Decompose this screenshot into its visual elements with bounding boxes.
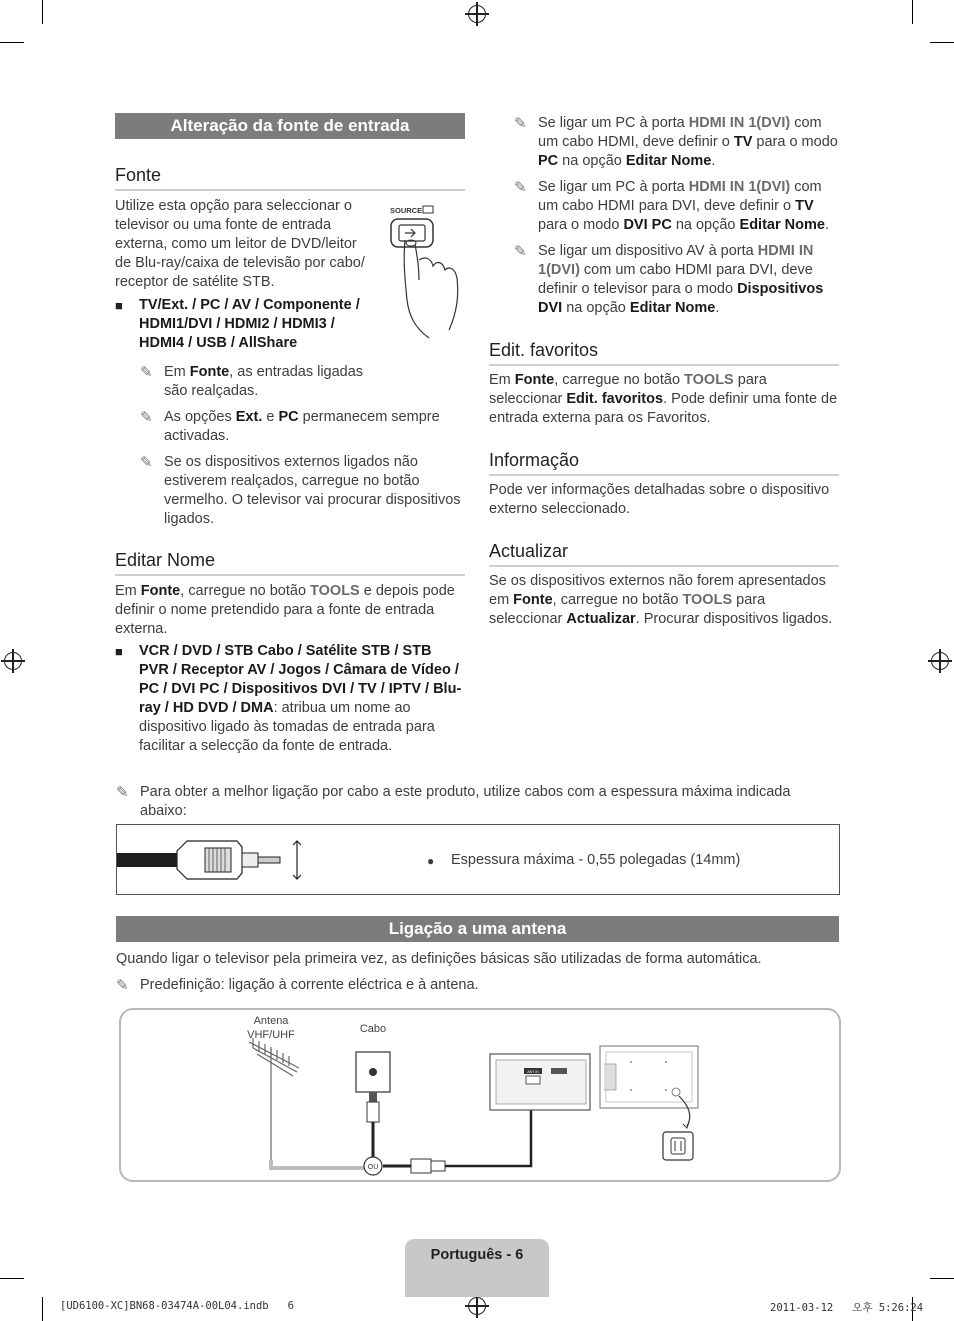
note-pencil-icon: ✎ [116, 977, 129, 994]
crop-mark [42, 1297, 43, 1321]
label-or: OU [367, 1164, 379, 1171]
section-bar-antenna: Ligação a uma antena [116, 916, 839, 942]
source-button-hand-illustration [385, 200, 465, 342]
cable-plug-illustration [117, 835, 307, 885]
informacao-text: Pode ver informações detalhadas sobre o dispositivo externo seleccionado. [489, 482, 830, 517]
note-pencil-icon: ✎ [514, 243, 527, 260]
cable-max-thickness: Espessura máxima - 0,55 polegadas (14mm) [451, 852, 741, 868]
label-cable: Cabo [359, 1023, 387, 1035]
hdmi-note-3: ✎ Se ligar um dispositivo AV à porta HDMI IN 1(DVI) com um cabo HDMI para DVI, deve definir o televisor para o modo Dispositivos DVI na opção Editar Nome. [514, 243, 824, 316]
heading-editar-nome: Editar Nome [115, 549, 465, 576]
fonte-source-list [115, 296, 370, 353]
heading-edit-favoritos: Edit. favoritos [489, 339, 839, 366]
power-socket-icon [663, 1132, 693, 1160]
fonte-note-3: ✎ Se os dispositivos externos ligados não estiverem realçados, carregue no botão vermelho. O televisor vai procurar dispositivos ligados. [140, 454, 461, 527]
actualizar-text: Se os dispositivos externos não forem apresentados em Fonte, carregue no botão TOOLS para seleccionar Actualizar. Procurar dispositivos ligados. [489, 573, 833, 627]
crop-mark [930, 42, 954, 43]
note-pencil-icon: ✎ [514, 115, 527, 132]
source-list-text: TV/Ext. / PC / AV / Componente / HDMI1/DVI / HDMI2 / HDMI3 / HDMI4 / USB / AllShare [139, 297, 360, 351]
antenna-icon [249, 1038, 299, 1160]
antenna-intro: Quando ligar o televisor pela primeira vez, as definições básicas são utilizadas de forma automática. [116, 951, 762, 967]
heading-actualizar: Actualizar [489, 540, 839, 567]
note-pencil-icon: ✎ [140, 454, 153, 471]
cable-note: ✎ Para obter a melhor ligação por cabo a este produto, utilize cabos com a espessura máxima indicada abaixo: [116, 784, 791, 819]
hdmi-note-1: ✎ Se ligar um PC à porta HDMI IN 1(DVI) com um cabo HDMI, deve definir o TV para o modo PC na opção Editar Nome. [514, 115, 838, 169]
registration-mark-icon [468, 1297, 486, 1315]
label-ant-in: ANT IN [527, 1070, 539, 1074]
fonte-note-2: ✎ As opções Ext. e PC permanecem sempre activadas. [140, 409, 440, 444]
hdmi-note-2: ✎ Se ligar um PC à porta HDMI IN 1(DVI) com um cabo HDMI para DVI, deve definir o TV para o modo DVI PC na opção Editar Nome. [514, 179, 829, 233]
cable-thickness-box [116, 824, 840, 895]
note-pencil-icon: ✎ [514, 179, 527, 196]
note-pencil-icon: ✎ [140, 364, 153, 381]
page-number: Português - 6 [430, 1247, 524, 1263]
fonte-intro: Utilize esta opção para seleccionar o televisor ou uma fonte de entrada externa, como um leitor de DVD/leitor de Blu-ray/caixa de televisão por cabo/ receptor de satélite STB. [115, 198, 365, 290]
square-bullet-icon: ■ [115, 644, 123, 659]
crop-mark [0, 42, 24, 43]
edit-favoritos-text: Em Fonte, carregue no botão TOOLS para seleccionar Edit. favoritos. Pode definir uma fonte de entrada externa para os Favoritos. [489, 372, 838, 426]
crop-mark [42, 0, 43, 24]
editar-nome-text: Em Fonte, carregue no botão TOOLS e depois pode definir o nome pretendido para a fonte de entrada externa. [115, 583, 455, 637]
fonte-note-1: ✎ Em Fonte, as entradas ligadas são realçadas. [140, 364, 364, 399]
crop-mark [912, 0, 913, 24]
heading-fonte: Fonte [115, 164, 465, 191]
registration-mark-icon [931, 652, 949, 670]
heading-informacao: Informação [489, 449, 839, 476]
antenna-diagram-frame [119, 1008, 841, 1182]
crop-mark [0, 1278, 24, 1279]
antenna-note: ✎ Predefinição: ligação à corrente eléctrica e à antena. [116, 977, 479, 994]
source-label: SOURCE [390, 206, 423, 215]
footer-timestamp: 2011-03-12 오후 5:26:24 [770, 1302, 924, 1314]
section-bar-source: Alteração da fonte de entrada [115, 113, 465, 139]
note-pencil-icon: ✎ [116, 784, 129, 801]
crop-mark [930, 1278, 954, 1279]
footer-file-name: [UD6100-XC]BN68-03474A-00L04.indb 6 [60, 1300, 294, 1312]
registration-mark-icon [4, 652, 22, 670]
antenna-connection-diagram [121, 1010, 839, 1180]
editar-nome-list: ■ VCR / DVD / STB Cabo / Satélite STB / STB PVR / Receptor AV / Jogos / Câmara de Vídeo / PC / DVI PC / Dispositivos DVI / TV / IPTV / Blu-ray / HD DVD / DMA: atribua um nome ao dispositivo ligado às tomadas de entrada para facilitar a selecção da fonte de entrada. [115, 643, 462, 754]
cable-bullet-icon: ● [427, 854, 435, 868]
registration-mark-icon [468, 5, 486, 23]
label-antenna: Antena [253, 1015, 289, 1027]
label-antenna-band: VHF/UHF [247, 1029, 295, 1041]
note-pencil-icon: ✎ [140, 409, 153, 426]
square-bullet-icon: ■ [115, 298, 123, 313]
